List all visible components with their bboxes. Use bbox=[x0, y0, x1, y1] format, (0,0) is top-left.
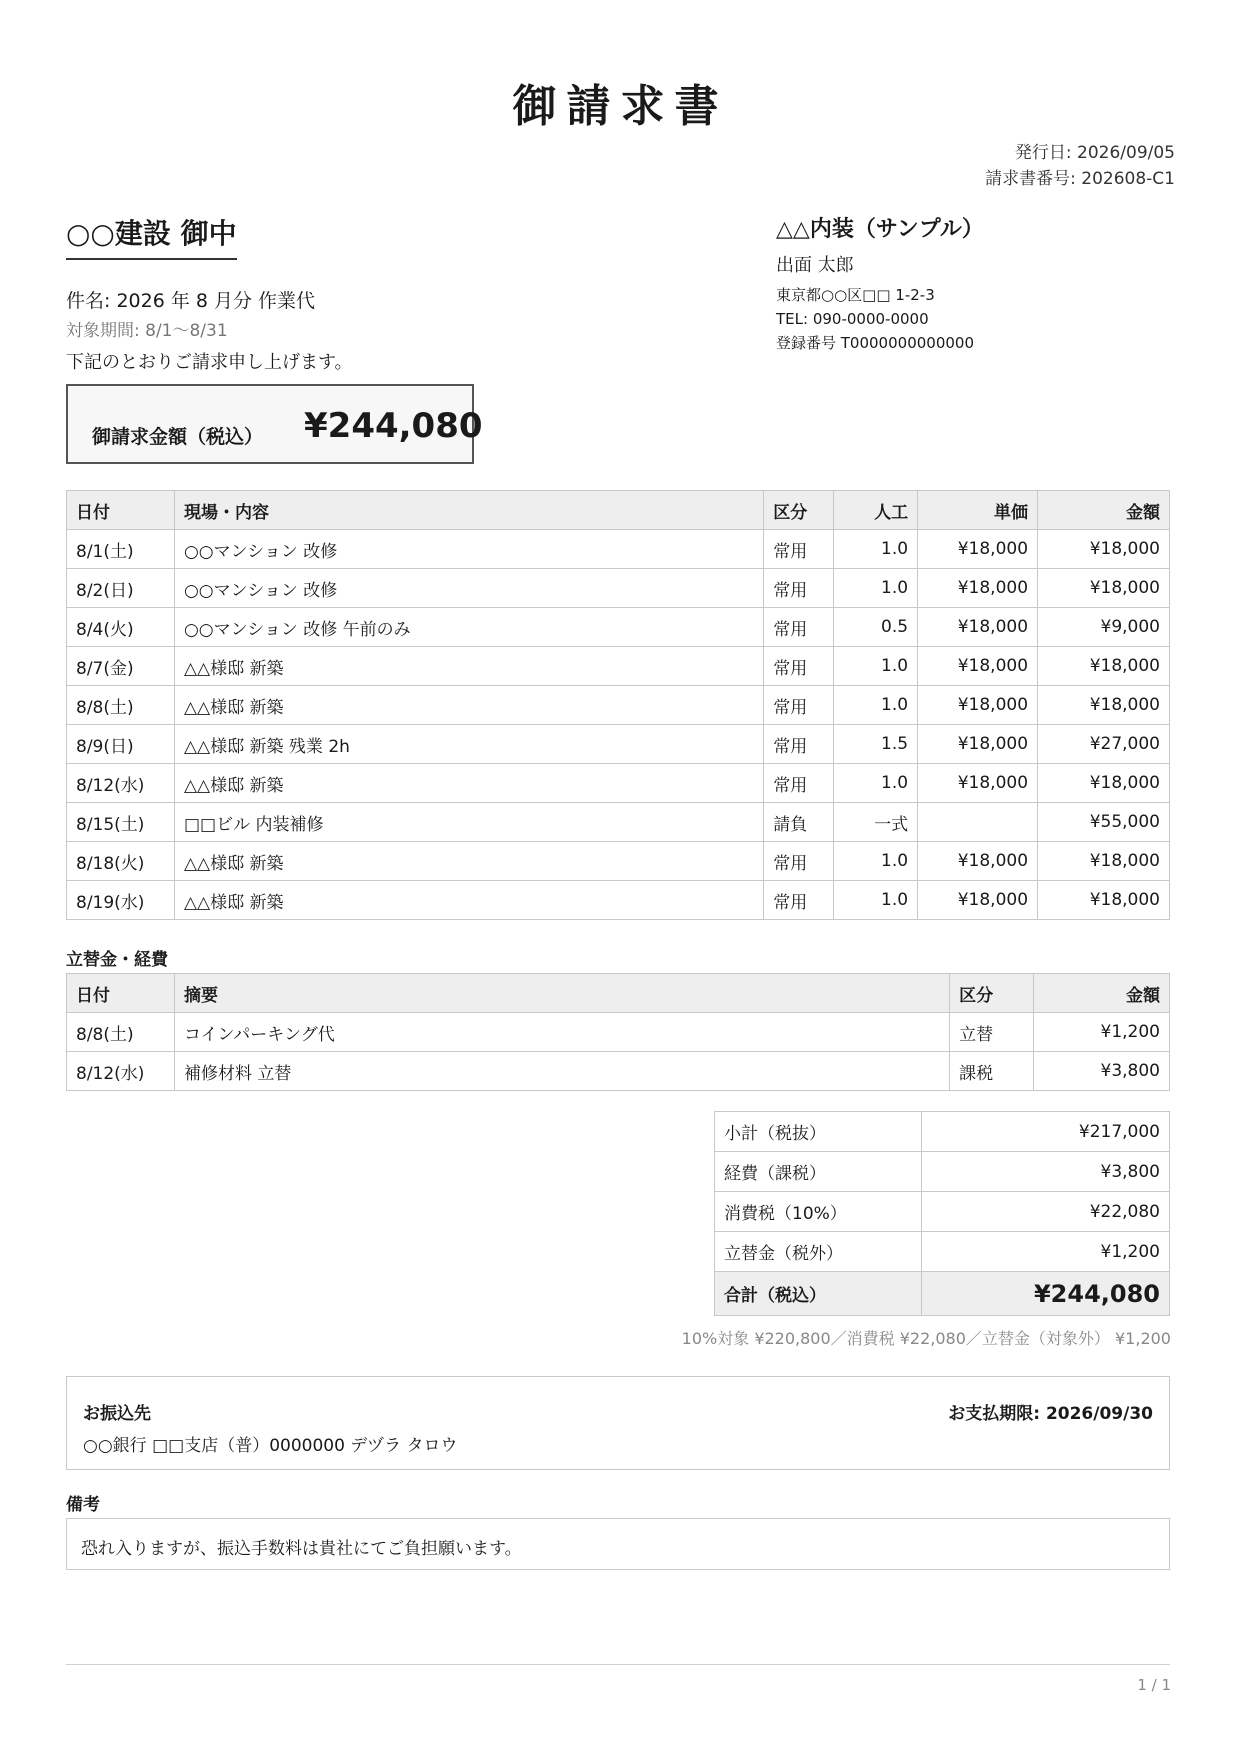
cell-unit-price: ¥18,000 bbox=[918, 647, 1038, 686]
expenses-header-row bbox=[67, 974, 1170, 1013]
cell-amount: ¥1,200 bbox=[1034, 1013, 1170, 1052]
cell-amount: ¥18,000 bbox=[1038, 647, 1170, 686]
cell-amount: ¥18,000 bbox=[1038, 569, 1170, 608]
cell-category: 常用 bbox=[764, 881, 834, 920]
cell-manday: 1.0 bbox=[834, 842, 918, 881]
cell-date: 8/8(土) bbox=[67, 1013, 175, 1052]
grand-total-row bbox=[715, 1272, 1170, 1316]
table-row bbox=[67, 725, 1170, 764]
total-amount-box bbox=[66, 384, 483, 464]
cell-unit-price: ¥18,000 bbox=[918, 686, 1038, 725]
issuer-person: 出面 太郎 bbox=[776, 255, 854, 276]
cell-date: 8/1(土) bbox=[67, 530, 175, 569]
cell-unit-price: ¥18,000 bbox=[918, 608, 1038, 647]
cell-amount: ¥27,000 bbox=[1038, 725, 1170, 764]
cell-site: △△様邸 新築 残業 2h bbox=[174, 725, 763, 764]
table-row bbox=[67, 1052, 1170, 1091]
cell-manday: 1.0 bbox=[834, 881, 918, 920]
table-row bbox=[67, 1013, 1170, 1052]
cell-manday: 1.0 bbox=[834, 686, 918, 725]
cell-category: 常用 bbox=[764, 647, 834, 686]
cell-category: 常用 bbox=[764, 725, 834, 764]
cell-site: □□ビル 内装補修 bbox=[174, 803, 763, 842]
footer-divider bbox=[66, 1664, 1170, 1665]
header-unit-price: 単価 bbox=[918, 491, 1038, 530]
cell-date: 8/12(水) bbox=[67, 764, 175, 803]
cell-unit-price: ¥18,000 bbox=[918, 530, 1038, 569]
cell-unit-price: ¥18,000 bbox=[918, 842, 1038, 881]
grand-total-value: ¥244,080 bbox=[922, 1272, 1170, 1316]
totals-table bbox=[714, 1111, 1170, 1316]
items-table bbox=[66, 490, 1170, 920]
cell-amount: ¥18,000 bbox=[1038, 764, 1170, 803]
totals-value: ¥1,200 bbox=[922, 1232, 1170, 1272]
cell-amount: ¥18,000 bbox=[1038, 842, 1170, 881]
cell-amount: ¥55,000 bbox=[1038, 803, 1170, 842]
header-date: 日付 bbox=[67, 974, 175, 1013]
cell-date: 8/7(金) bbox=[67, 647, 175, 686]
totals-label: 消費税（10%） bbox=[715, 1192, 922, 1232]
header-description: 摘要 bbox=[174, 974, 949, 1013]
bank-account: ○○銀行 □□支店（普）0000000 デヅラ タロウ bbox=[83, 1436, 458, 1456]
client-name: ○○建設 御中 bbox=[66, 212, 237, 260]
issuer-name: △△内装（サンプル） bbox=[776, 217, 984, 242]
cell-amount: ¥3,800 bbox=[1034, 1052, 1170, 1091]
cell-manday: 0.5 bbox=[834, 608, 918, 647]
expenses-label: 立替金・経費 bbox=[66, 950, 168, 970]
payment-due-date: お支払期限: 2026/09/30 bbox=[948, 1404, 1153, 1424]
totals-row bbox=[715, 1152, 1170, 1192]
cell-manday: 1.0 bbox=[834, 647, 918, 686]
cell-amount: ¥18,000 bbox=[1038, 881, 1170, 920]
cell-site: △△様邸 新築 bbox=[174, 842, 763, 881]
header-manday: 人工 bbox=[834, 491, 918, 530]
cell-category: 常用 bbox=[764, 569, 834, 608]
items-header-row bbox=[67, 491, 1170, 530]
table-row bbox=[67, 530, 1170, 569]
cell-site: ○○マンション 改修 bbox=[174, 569, 763, 608]
cell-date: 8/2(日) bbox=[67, 569, 175, 608]
grand-total-label: 合計（税込） bbox=[715, 1272, 922, 1316]
cell-manday: 1.0 bbox=[834, 530, 918, 569]
cell-manday: 1.0 bbox=[834, 569, 918, 608]
total-amount-label: 御請求金額（税込） bbox=[92, 426, 264, 448]
cell-manday: 一式 bbox=[834, 803, 918, 842]
cell-date: 8/8(土) bbox=[67, 686, 175, 725]
header-site: 現場・内容 bbox=[174, 491, 763, 530]
table-row bbox=[67, 686, 1170, 725]
issuer-tel: TEL: 090-0000-0000 bbox=[776, 310, 929, 328]
bank-transfer-box bbox=[66, 1376, 1170, 1470]
totals-row bbox=[715, 1232, 1170, 1272]
totals-value: ¥22,080 bbox=[922, 1192, 1170, 1232]
header-amount: 金額 bbox=[1038, 491, 1170, 530]
cell-description: 補修材料 立替 bbox=[174, 1052, 949, 1091]
totals-value: ¥3,800 bbox=[922, 1152, 1170, 1192]
cell-date: 8/19(水) bbox=[67, 881, 175, 920]
page-number: 1 / 1 bbox=[1137, 1676, 1171, 1694]
table-row bbox=[67, 803, 1170, 842]
cell-site: △△様邸 新築 bbox=[174, 881, 763, 920]
cell-unit-price bbox=[918, 803, 1038, 842]
document-title: 御請求書 bbox=[512, 81, 729, 132]
cell-site: △△様邸 新築 bbox=[174, 686, 763, 725]
cell-unit-price: ¥18,000 bbox=[918, 881, 1038, 920]
issue-date: 発行日: 2026/09/05 bbox=[1014, 143, 1175, 163]
table-row bbox=[67, 881, 1170, 920]
cell-unit-price: ¥18,000 bbox=[918, 764, 1038, 803]
header-amount: 金額 bbox=[1034, 974, 1170, 1013]
totals-label: 経費（課税） bbox=[715, 1152, 922, 1192]
issuer-registration: 登録番号 T0000000000000 bbox=[776, 334, 974, 352]
cell-site: △△様邸 新築 bbox=[174, 647, 763, 686]
table-row bbox=[67, 608, 1170, 647]
invoice-meta bbox=[985, 140, 1175, 192]
issuer-block bbox=[776, 212, 984, 355]
cell-site: ○○マンション 改修 bbox=[174, 530, 763, 569]
cell-manday: 1.5 bbox=[834, 725, 918, 764]
table-row bbox=[67, 647, 1170, 686]
header-date: 日付 bbox=[67, 491, 175, 530]
cell-amount: ¥18,000 bbox=[1038, 686, 1170, 725]
cell-site: ○○マンション 改修 午前のみ bbox=[174, 608, 763, 647]
table-row bbox=[67, 764, 1170, 803]
notes-text: 恐れ入りますが、振込手数料は貴社にてご負担願います。 bbox=[81, 1539, 522, 1559]
cell-category: 請負 bbox=[764, 803, 834, 842]
bank-title: お振込先 bbox=[83, 1404, 151, 1424]
cell-date: 8/9(日) bbox=[67, 725, 175, 764]
header-category: 区分 bbox=[950, 974, 1034, 1013]
cell-date: 8/18(火) bbox=[67, 842, 175, 881]
cell-unit-price: ¥18,000 bbox=[918, 569, 1038, 608]
totals-row bbox=[715, 1192, 1170, 1232]
table-row bbox=[67, 569, 1170, 608]
cell-category: 常用 bbox=[764, 608, 834, 647]
notes-label: 備考 bbox=[66, 1495, 100, 1515]
cell-date: 8/12(水) bbox=[67, 1052, 175, 1091]
notes-box bbox=[66, 1518, 1170, 1570]
totals-value: ¥217,000 bbox=[922, 1112, 1170, 1152]
cell-date: 8/15(土) bbox=[67, 803, 175, 842]
totals-row bbox=[715, 1112, 1170, 1152]
cell-category: 常用 bbox=[764, 842, 834, 881]
cell-category: 常用 bbox=[764, 686, 834, 725]
invoice-number: 請求書番号: 202608-C1 bbox=[985, 169, 1175, 189]
cell-category: 立替 bbox=[950, 1013, 1034, 1052]
cell-unit-price: ¥18,000 bbox=[918, 725, 1038, 764]
cell-manday: 1.0 bbox=[834, 764, 918, 803]
intro-text: 下記のとおりご請求申し上げます。 bbox=[66, 352, 353, 373]
tax-breakdown-note: 10%対象 ¥220,800／消費税 ¥22,080／立替金（対象外） ¥1,200 bbox=[681, 1329, 1171, 1348]
cell-description: コインパーキング代 bbox=[174, 1013, 949, 1052]
cell-amount: ¥9,000 bbox=[1038, 608, 1170, 647]
cell-site: △△様邸 新築 bbox=[174, 764, 763, 803]
cell-category: 課税 bbox=[950, 1052, 1034, 1091]
totals-label: 立替金（税外） bbox=[715, 1232, 922, 1272]
cell-amount: ¥18,000 bbox=[1038, 530, 1170, 569]
total-amount-value: ¥244,080 bbox=[304, 406, 483, 446]
subject: 件名: 2026 年 8 月分 作業代 bbox=[66, 290, 316, 312]
expenses-table bbox=[66, 973, 1170, 1091]
totals-label: 小計（税抜） bbox=[715, 1112, 922, 1152]
header-category: 区分 bbox=[764, 491, 834, 530]
table-row bbox=[67, 842, 1170, 881]
issuer-address: 東京都○○区□□ 1-2-3 bbox=[776, 286, 935, 304]
cell-category: 常用 bbox=[764, 530, 834, 569]
cell-date: 8/4(火) bbox=[67, 608, 175, 647]
billing-period: 対象期間: 8/1〜8/31 bbox=[66, 321, 228, 341]
cell-category: 常用 bbox=[764, 764, 834, 803]
